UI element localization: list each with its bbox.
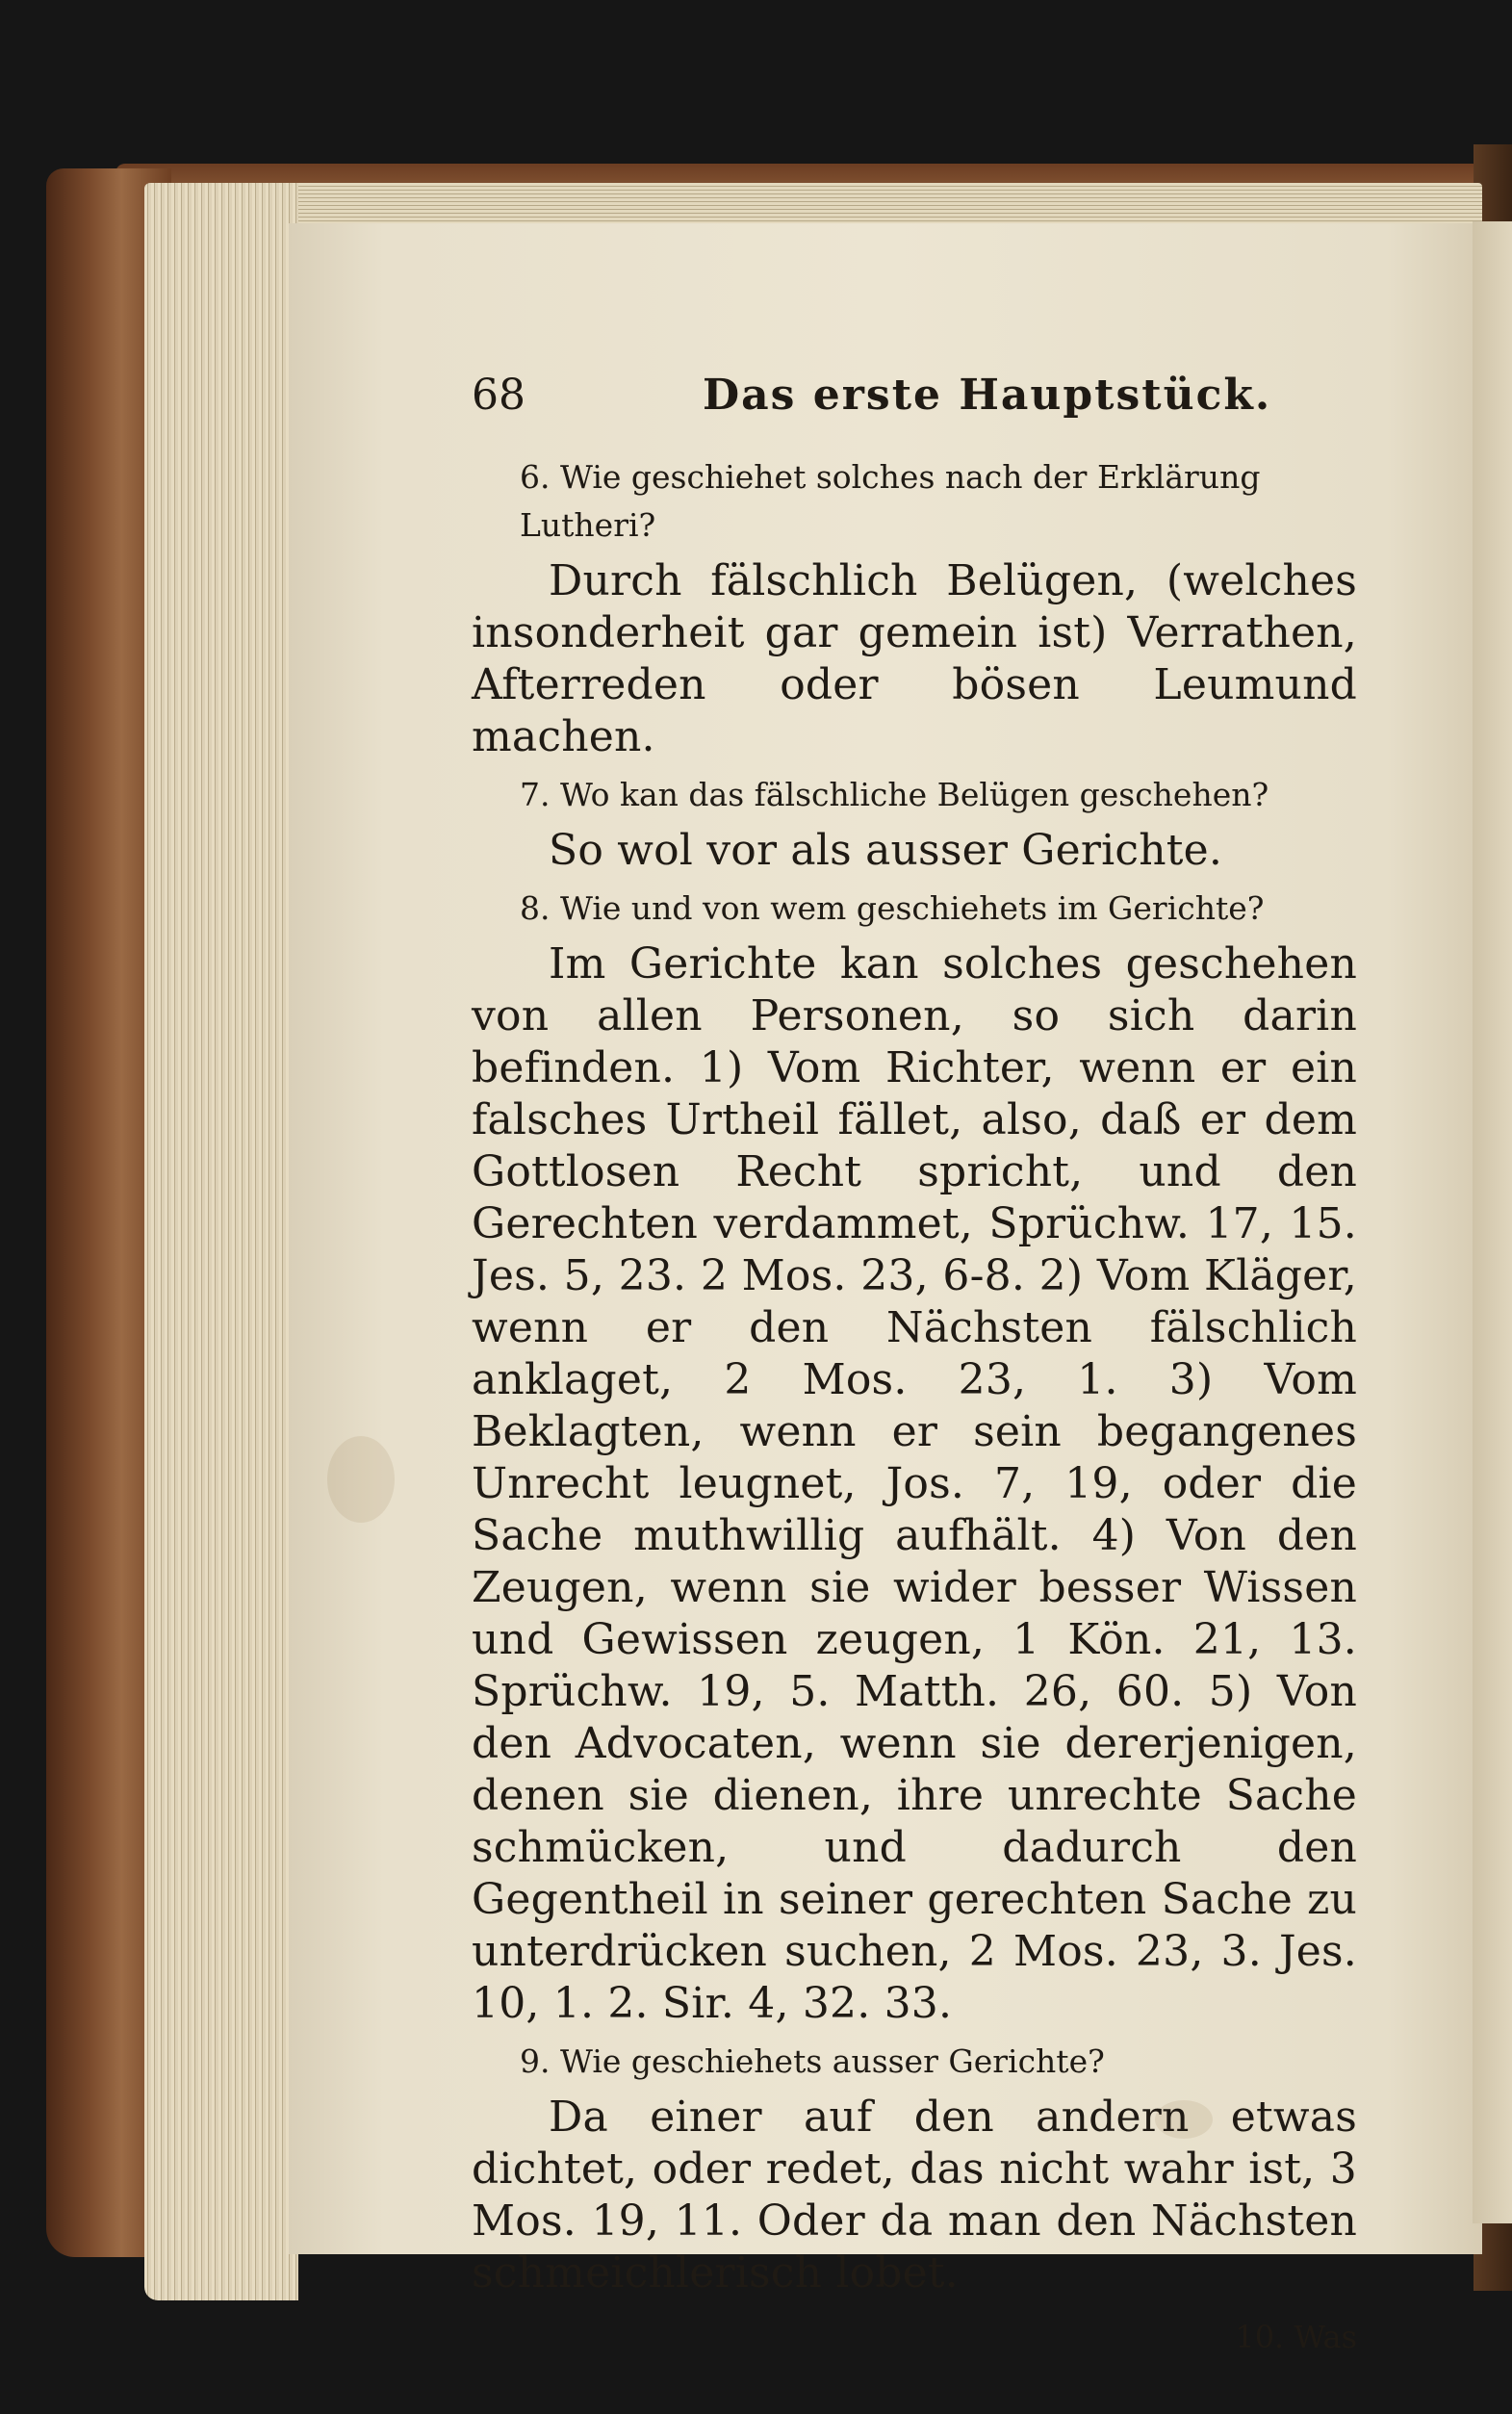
answer-8: Im Gerichte kan solches geschehen von allen Personen, so sich darin befinden. 1) Vom Richter, wenn er ein falsches Urtheil fället, also, daß er dem Gottlosen Recht spricht, und den Gerechten verdammet, Sprüchw. 17, 15. Jes. 5, 23. 2 Mos. 23, 6-8. 2) Vom Kläger, wenn er den Nächsten fälschlich anklaget, 2 Mos. 23, 1. 3) Vom Beklagten, wenn er sein begangenes Unrecht leugnet, Jos. 7, 19, oder die Sache muthwillig aufhält. 4) Von den Zeugen, wenn sie wider besser Wissen und Gewissen zeugen, 1 Kön. 21, 13. Sprüchw. 19, 5. Matth. 26, 60. 5) Von den Advocaten, wenn sie dererjenigen, denen sie dienen, ihre unrechte Sache schmücken, und dadurch den Gegentheil in seiner gerechten Sache zu unterdrücken suchen, 2 Mos. 23, 3. Jes. 10, 1. 2. Sir. 4, 32. 33. — [472, 939, 1357, 2028]
running-head: Das erste Hauptstück. — [703, 371, 1272, 420]
answer-6: Durch fälschlich Belügen, (welches insonderheit gar gemein ist) Verrathen, Afterreden oder bösen Leumund machen. — [472, 556, 1357, 761]
catchword: 10. Was — [1235, 2319, 1357, 2355]
page-edges-left — [144, 183, 298, 2300]
question-6: 6. Wie geschiehet solches nach der Erklärung Lutheri? — [520, 458, 1261, 544]
question-7: 7. Wo kan das fälschliche Belügen geschehen? — [520, 776, 1269, 813]
answer-9: Da einer auf den andern etwas dichtet, oder redet, das nicht wahr ist, 3 Mos. 19, 11. Oder da man den Nächsten schmeichlerisch lobet. — [472, 2093, 1357, 2298]
page-header — [472, 371, 1357, 448]
right-page-edge — [1473, 221, 1512, 2223]
paper-stain — [327, 1436, 395, 1523]
question-9: 9. Wie geschiehets ausser Gerichte? — [520, 2042, 1105, 2080]
answer-7: So wol vor als ausser Gerichte. — [549, 826, 1223, 875]
page-number: 68 — [472, 371, 525, 420]
page-text — [472, 371, 1357, 2376]
question-8: 8. Wie und von wem geschiehets im Gerichte? — [520, 889, 1265, 927]
